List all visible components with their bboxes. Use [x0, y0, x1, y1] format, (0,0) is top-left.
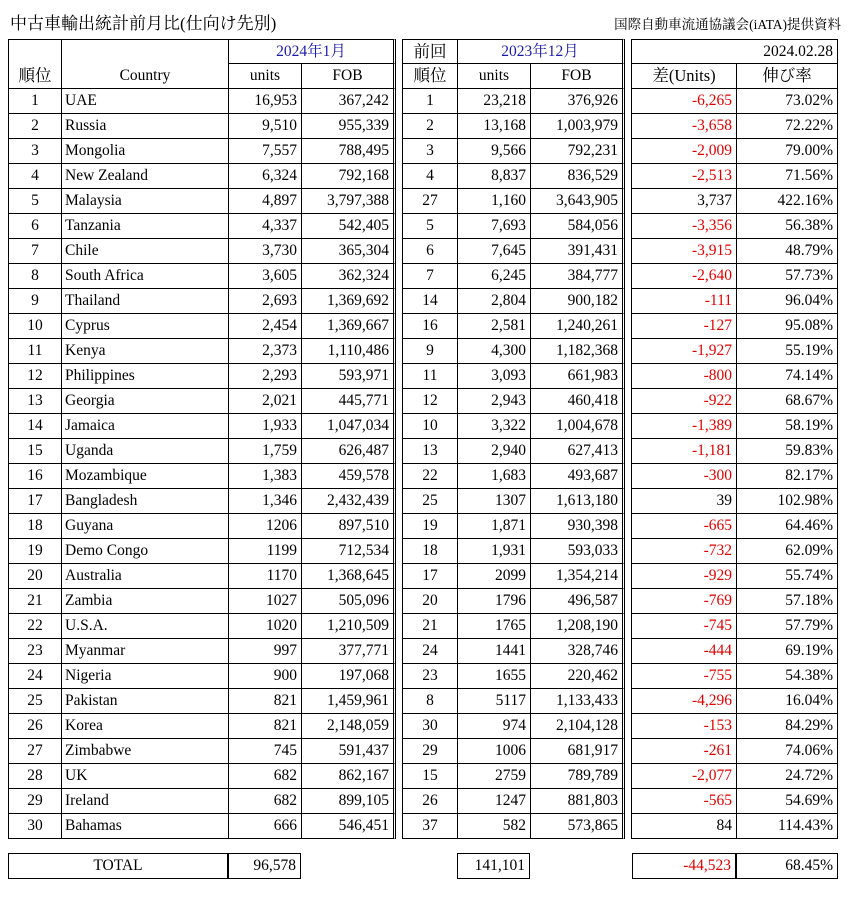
header-units: units: [228, 64, 301, 89]
table-cell-prev-units: 1,931: [457, 539, 530, 564]
table-cell-prev-rank: 37: [402, 814, 457, 839]
header-prev-rank-top: 前回: [402, 39, 457, 64]
table-cell-prev-fob: 627,413: [530, 439, 625, 464]
table-cell-prev-units: 2,804: [457, 289, 530, 314]
table-cell-growth: 84.29%: [736, 714, 838, 739]
table-cell-diff: -127: [631, 314, 736, 339]
table-cell-fob: 362,324: [301, 264, 396, 289]
table-cell-diff: -444: [631, 639, 736, 664]
total-prev-units: 141,101: [457, 853, 530, 879]
table-cell-diff: -3,658: [631, 114, 736, 139]
table-cell-fob: 505,096: [301, 589, 396, 614]
table-cell-rank: 16: [8, 464, 61, 489]
table-cell-prev-fob: 661,983: [530, 364, 625, 389]
table-cell-prev-fob: 1,354,214: [530, 564, 625, 589]
table-cell-prev-fob: 328,746: [530, 639, 625, 664]
table-cell-prev-fob: 930,398: [530, 514, 625, 539]
table-cell-rank: 14: [8, 414, 61, 439]
table-cell-rank: 22: [8, 614, 61, 639]
table-cell-rank: 21: [8, 589, 61, 614]
table-cell-prev-rank: 22: [402, 464, 457, 489]
table-cell-country: Tanzania: [61, 214, 228, 239]
table-cell-prev-rank: 2: [402, 114, 457, 139]
table-cell-growth: 62.09%: [736, 539, 838, 564]
table-cell-country: Cyprus: [61, 314, 228, 339]
table-cell-country: Korea: [61, 714, 228, 739]
table-cell-rank: 23: [8, 639, 61, 664]
table-cell-growth: 16.04%: [736, 689, 838, 714]
header-date: 2024.02.28: [631, 39, 838, 64]
table-cell-prev-rank: 23: [402, 664, 457, 689]
table-cell-prev-units: 582: [457, 814, 530, 839]
table-cell-prev-units: 1,871: [457, 514, 530, 539]
table-cell-rank: 1: [8, 89, 61, 114]
table-cell-fob: 955,339: [301, 114, 396, 139]
table-cell-fob: 593,971: [301, 364, 396, 389]
table-cell-country: Kenya: [61, 339, 228, 364]
table-cell-fob: 1,210,509: [301, 614, 396, 639]
table-cell-prev-rank: 6: [402, 239, 457, 264]
table-cell-units: 745: [228, 739, 301, 764]
table-cell-diff: -665: [631, 514, 736, 539]
total-diff: -44,523: [632, 853, 736, 879]
table-cell-units: 2,293: [228, 364, 301, 389]
table-cell-growth: 54.69%: [736, 789, 838, 814]
table-cell-diff: -2,513: [631, 164, 736, 189]
table-cell-fob: 445,771: [301, 389, 396, 414]
table-cell-prev-rank: 4: [402, 164, 457, 189]
table-cell-fob: 899,105: [301, 789, 396, 814]
table-cell-growth: 114.43%: [736, 814, 838, 839]
table-cell-rank: 2: [8, 114, 61, 139]
table-cell-growth: 56.38%: [736, 214, 838, 239]
table-cell-fob: 1,368,645: [301, 564, 396, 589]
table-cell-prev-rank: 15: [402, 764, 457, 789]
table-cell-prev-units: 7,645: [457, 239, 530, 264]
table-cell-units: 1170: [228, 564, 301, 589]
table-cell-units: 666: [228, 814, 301, 839]
table-cell-prev-units: 1,683: [457, 464, 530, 489]
table-cell-prev-units: 1247: [457, 789, 530, 814]
table-cell-country: Guyana: [61, 514, 228, 539]
table-cell-diff: -732: [631, 539, 736, 564]
table-cell-rank: 25: [8, 689, 61, 714]
table-cell-rank: 28: [8, 764, 61, 789]
table-cell-diff: 39: [631, 489, 736, 514]
table-cell-growth: 54.38%: [736, 664, 838, 689]
total-growth: 68.45%: [736, 853, 838, 879]
header-fob: FOB: [301, 64, 396, 89]
table-cell-country: Mozambique: [61, 464, 228, 489]
table-cell-fob: 897,510: [301, 514, 396, 539]
table-cell-fob: 1,110,486: [301, 339, 396, 364]
table-cell-country: U.S.A.: [61, 614, 228, 639]
table-cell-prev-rank: 30: [402, 714, 457, 739]
table-cell-fob: 1,369,692: [301, 289, 396, 314]
table-cell-growth: 59.83%: [736, 439, 838, 464]
table-cell-rank: 3: [8, 139, 61, 164]
table-cell-prev-fob: 573,865: [530, 814, 625, 839]
table-cell-rank: 24: [8, 664, 61, 689]
header-rank-blank: [8, 39, 61, 64]
table-cell-diff: -755: [631, 664, 736, 689]
table-cell-units: 821: [228, 689, 301, 714]
table-cell-prev-rank: 24: [402, 639, 457, 664]
table-cell-fob: 626,487: [301, 439, 396, 464]
header-country-blank: [61, 39, 228, 64]
table-cell-growth: 48.79%: [736, 239, 838, 264]
table-cell-diff: -2,009: [631, 139, 736, 164]
table-cell-rank: 17: [8, 489, 61, 514]
table-cell-growth: 95.08%: [736, 314, 838, 339]
table-cell-prev-rank: 8: [402, 689, 457, 714]
table-cell-prev-rank: 12: [402, 389, 457, 414]
table-cell-growth: 57.79%: [736, 614, 838, 639]
table-cell-prev-units: 2,940: [457, 439, 530, 464]
table-cell-diff: 3,737: [631, 189, 736, 214]
table-cell-units: 1027: [228, 589, 301, 614]
table-cell-country: Demo Congo: [61, 539, 228, 564]
table-cell-prev-fob: 584,056: [530, 214, 625, 239]
table-cell-country: Bahamas: [61, 814, 228, 839]
header-rank: 順位: [8, 64, 61, 89]
table-cell-prev-units: 1441: [457, 639, 530, 664]
table-cell-prev-rank: 3: [402, 139, 457, 164]
table-cell-prev-rank: 9: [402, 339, 457, 364]
table-cell-rank: 19: [8, 539, 61, 564]
table-cell-prev-fob: 1,240,261: [530, 314, 625, 339]
table-cell-prev-rank: 16: [402, 314, 457, 339]
table-cell-prev-units: 3,322: [457, 414, 530, 439]
header-period-current: 2024年1月: [228, 39, 396, 64]
table-cell-country: South Africa: [61, 264, 228, 289]
table-cell-growth: 55.74%: [736, 564, 838, 589]
table-cell-prev-fob: 384,777: [530, 264, 625, 289]
table-cell-country: Nigeria: [61, 664, 228, 689]
table-cell-units: 1,933: [228, 414, 301, 439]
table-cell-rank: 30: [8, 814, 61, 839]
table-cell-fob: 712,534: [301, 539, 396, 564]
table-cell-country: UAE: [61, 89, 228, 114]
total-label: TOTAL: [8, 853, 228, 879]
table-cell-growth: 79.00%: [736, 139, 838, 164]
table-cell-country: Pakistan: [61, 689, 228, 714]
table-cell-growth: 24.72%: [736, 764, 838, 789]
table-cell-fob: 792,168: [301, 164, 396, 189]
table-cell-units: 1,383: [228, 464, 301, 489]
table-cell-prev-units: 1765: [457, 614, 530, 639]
table-cell-prev-fob: 900,182: [530, 289, 625, 314]
table-cell-growth: 96.04%: [736, 289, 838, 314]
table-cell-prev-units: 6,245: [457, 264, 530, 289]
table-cell-growth: 74.14%: [736, 364, 838, 389]
table-cell-fob: 459,578: [301, 464, 396, 489]
table-cell-rank: 20: [8, 564, 61, 589]
table-cell-prev-rank: 19: [402, 514, 457, 539]
table-cell-prev-units: 8,837: [457, 164, 530, 189]
table-cell-prev-rank: 25: [402, 489, 457, 514]
table-cell-fob: 1,369,667: [301, 314, 396, 339]
table-cell-diff: 84: [631, 814, 736, 839]
table-cell-prev-fob: 1,208,190: [530, 614, 625, 639]
table-cell-prev-units: 2,581: [457, 314, 530, 339]
table-cell-units: 16,953: [228, 89, 301, 114]
table-cell-growth: 55.19%: [736, 339, 838, 364]
table-cell-prev-units: 1006: [457, 739, 530, 764]
table-cell-growth: 422.16%: [736, 189, 838, 214]
table-cell-prev-rank: 5: [402, 214, 457, 239]
table-cell-prev-units: 1796: [457, 589, 530, 614]
table-cell-diff: -769: [631, 589, 736, 614]
table-cell-diff: -1,389: [631, 414, 736, 439]
table-cell-growth: 72.22%: [736, 114, 838, 139]
table-cell-units: 6,324: [228, 164, 301, 189]
table-cell-prev-rank: 13: [402, 439, 457, 464]
table-cell-prev-units: 4,300: [457, 339, 530, 364]
table-cell-diff: -1,927: [631, 339, 736, 364]
header-diff: 差(Units): [631, 64, 736, 89]
table-cell-prev-units: 1,160: [457, 189, 530, 214]
table-cell-prev-rank: 17: [402, 564, 457, 589]
table-cell-growth: 71.56%: [736, 164, 838, 189]
table-cell-prev-fob: 493,687: [530, 464, 625, 489]
table-cell-prev-units: 2099: [457, 564, 530, 589]
table-cell-prev-units: 3,093: [457, 364, 530, 389]
table-cell-country: UK: [61, 764, 228, 789]
table-cell-fob: 591,437: [301, 739, 396, 764]
table-cell-prev-units: 13,168: [457, 114, 530, 139]
table-cell-rank: 9: [8, 289, 61, 314]
header-country: Country: [61, 64, 228, 89]
table-cell-country: Russia: [61, 114, 228, 139]
table-cell-country: Australia: [61, 564, 228, 589]
table-cell-growth: 69.19%: [736, 639, 838, 664]
table-cell-units: 2,021: [228, 389, 301, 414]
table-cell-diff: -565: [631, 789, 736, 814]
table-cell-fob: 2,148,059: [301, 714, 396, 739]
table-cell-rank: 11: [8, 339, 61, 364]
table-cell-units: 900: [228, 664, 301, 689]
table-cell-diff: -2,077: [631, 764, 736, 789]
table-cell-growth: 64.46%: [736, 514, 838, 539]
table-cell-fob: 197,068: [301, 664, 396, 689]
table-cell-prev-fob: 496,587: [530, 589, 625, 614]
table-cell-prev-units: 5117: [457, 689, 530, 714]
table-cell-growth: 57.73%: [736, 264, 838, 289]
table-cell-units: 7,557: [228, 139, 301, 164]
table-cell-diff: -800: [631, 364, 736, 389]
table-cell-diff: -745: [631, 614, 736, 639]
table-cell-units: 2,454: [228, 314, 301, 339]
table-cell-rank: 10: [8, 314, 61, 339]
header-prev-rank: 順位: [402, 64, 457, 89]
header-period-prev: 2023年12月: [457, 39, 625, 64]
table-cell-prev-fob: 792,231: [530, 139, 625, 164]
table-cell-diff: -3,356: [631, 214, 736, 239]
table-cell-prev-fob: 1,003,979: [530, 114, 625, 139]
table-cell-rank: 26: [8, 714, 61, 739]
table-cell-prev-units: 7,693: [457, 214, 530, 239]
table-cell-rank: 6: [8, 214, 61, 239]
table-cell-units: 1,759: [228, 439, 301, 464]
table-cell-units: 821: [228, 714, 301, 739]
table-cell-country: Philippines: [61, 364, 228, 389]
table-cell-prev-rank: 27: [402, 189, 457, 214]
table-cell-diff: -261: [631, 739, 736, 764]
table-cell-prev-fob: 376,926: [530, 89, 625, 114]
table-cell-units: 997: [228, 639, 301, 664]
table-cell-prev-units: 1655: [457, 664, 530, 689]
table-cell-units: 2,693: [228, 289, 301, 314]
table-cell-growth: 73.02%: [736, 89, 838, 114]
total-units: 96,578: [228, 853, 301, 879]
table-cell-country: Malaysia: [61, 189, 228, 214]
table-cell-growth: 68.67%: [736, 389, 838, 414]
table-cell-units: 3,730: [228, 239, 301, 264]
table-cell-diff: -2,640: [631, 264, 736, 289]
table-cell-country: Bangladesh: [61, 489, 228, 514]
table-cell-units: 4,897: [228, 189, 301, 214]
table-cell-units: 1199: [228, 539, 301, 564]
table-cell-prev-fob: 391,431: [530, 239, 625, 264]
table-cell-country: Zambia: [61, 589, 228, 614]
table-cell-growth: 82.17%: [736, 464, 838, 489]
table-cell-rank: 5: [8, 189, 61, 214]
table-cell-prev-fob: 1,004,678: [530, 414, 625, 439]
table-cell-prev-rank: 18: [402, 539, 457, 564]
table-cell-country: Mongolia: [61, 139, 228, 164]
table-cell-fob: 788,495: [301, 139, 396, 164]
table-cell-units: 682: [228, 789, 301, 814]
table-cell-fob: 546,451: [301, 814, 396, 839]
table-cell-prev-fob: 681,917: [530, 739, 625, 764]
table-cell-fob: 367,242: [301, 89, 396, 114]
table-cell-fob: 862,167: [301, 764, 396, 789]
table-cell-rank: 8: [8, 264, 61, 289]
table-cell-prev-rank: 11: [402, 364, 457, 389]
table-cell-country: Ireland: [61, 789, 228, 814]
table-cell-prev-units: 23,218: [457, 89, 530, 114]
table-cell-prev-rank: 14: [402, 289, 457, 314]
table-cell-prev-fob: 836,529: [530, 164, 625, 189]
table-cell-country: Jamaica: [61, 414, 228, 439]
table-cell-fob: 3,797,388: [301, 189, 396, 214]
table-cell-fob: 2,432,439: [301, 489, 396, 514]
table-cell-prev-units: 9,566: [457, 139, 530, 164]
table-cell-prev-fob: 1,133,433: [530, 689, 625, 714]
table-cell-prev-fob: 220,462: [530, 664, 625, 689]
table-cell-units: 4,337: [228, 214, 301, 239]
table-cell-diff: -153: [631, 714, 736, 739]
table-cell-rank: 13: [8, 389, 61, 414]
table-cell-units: 682: [228, 764, 301, 789]
table-cell-rank: 29: [8, 789, 61, 814]
table-cell-prev-rank: 1: [402, 89, 457, 114]
table-cell-diff: -1,181: [631, 439, 736, 464]
source-note: 国際自動車流通協議会(iATA)提供資料: [614, 17, 841, 32]
table-cell-prev-fob: 881,803: [530, 789, 625, 814]
table-cell-country: Thailand: [61, 289, 228, 314]
table-cell-prev-fob: 1,613,180: [530, 489, 625, 514]
table-cell-diff: -300: [631, 464, 736, 489]
table-cell-diff: -929: [631, 564, 736, 589]
table-cell-prev-fob: 3,643,905: [530, 189, 625, 214]
table-cell-units: 1,346: [228, 489, 301, 514]
table-cell-prev-units: 2,943: [457, 389, 530, 414]
table-cell-rank: 15: [8, 439, 61, 464]
table-cell-fob: 1,459,961: [301, 689, 396, 714]
table-cell-prev-rank: 20: [402, 589, 457, 614]
table-cell-prev-rank: 26: [402, 789, 457, 814]
table-cell-diff: -111: [631, 289, 736, 314]
table-cell-fob: 542,405: [301, 214, 396, 239]
table-cell-rank: 27: [8, 739, 61, 764]
table-cell-prev-rank: 29: [402, 739, 457, 764]
table-cell-growth: 57.18%: [736, 589, 838, 614]
table-cell-rank: 12: [8, 364, 61, 389]
table-cell-country: Chile: [61, 239, 228, 264]
table-cell-prev-rank: 10: [402, 414, 457, 439]
table-cell-units: 3,605: [228, 264, 301, 289]
table-cell-units: 1020: [228, 614, 301, 639]
table-cell-prev-fob: 460,418: [530, 389, 625, 414]
table-cell-prev-units: 2759: [457, 764, 530, 789]
table-cell-country: Georgia: [61, 389, 228, 414]
table-cell-diff: -922: [631, 389, 736, 414]
header-growth: 伸び率: [736, 64, 838, 89]
table-cell-fob: 377,771: [301, 639, 396, 664]
table-cell-units: 1206: [228, 514, 301, 539]
table-cell-prev-fob: 789,789: [530, 764, 625, 789]
table-cell-prev-units: 1307: [457, 489, 530, 514]
header-prev-fob: FOB: [530, 64, 625, 89]
table-cell-rank: 18: [8, 514, 61, 539]
table-cell-prev-rank: 7: [402, 264, 457, 289]
table-cell-growth: 58.19%: [736, 414, 838, 439]
table-cell-units: 9,510: [228, 114, 301, 139]
table-cell-country: Uganda: [61, 439, 228, 464]
table-cell-prev-units: 974: [457, 714, 530, 739]
table-cell-prev-fob: 2,104,128: [530, 714, 625, 739]
report-title: 中古車輸出統計前月比(仕向け先別): [10, 14, 277, 33]
table-cell-rank: 7: [8, 239, 61, 264]
table-cell-diff: -6,265: [631, 89, 736, 114]
table-cell-fob: 365,304: [301, 239, 396, 264]
table-cell-units: 2,373: [228, 339, 301, 364]
table-cell-growth: 102.98%: [736, 489, 838, 514]
table-cell-growth: 74.06%: [736, 739, 838, 764]
table-cell-country: Myanmar: [61, 639, 228, 664]
table-cell-country: Zimbabwe: [61, 739, 228, 764]
table-cell-fob: 1,047,034: [301, 414, 396, 439]
table-cell-diff: -4,296: [631, 689, 736, 714]
table-cell-prev-fob: 1,182,368: [530, 339, 625, 364]
table-cell-prev-fob: 593,033: [530, 539, 625, 564]
table-cell-country: New Zealand: [61, 164, 228, 189]
table-cell-diff: -3,915: [631, 239, 736, 264]
table-cell-prev-rank: 21: [402, 614, 457, 639]
table-cell-rank: 4: [8, 164, 61, 189]
header-prev-units: units: [457, 64, 530, 89]
